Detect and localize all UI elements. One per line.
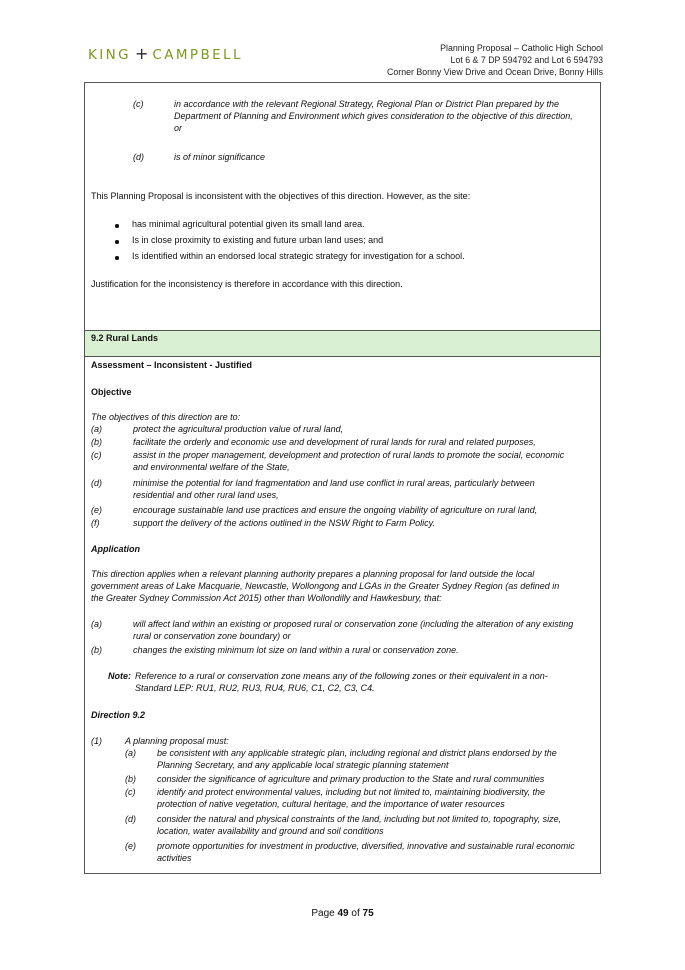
direction-item-label: (d)	[125, 814, 136, 824]
application-item-label: (a)	[91, 619, 102, 629]
note-text: Standard LEP: RU1, RU2, RU3, RU4, RU6, C1, C2, C3, C4.	[135, 683, 375, 693]
bullet-item: Is identified within an endorsed local strategic strategy for investigation for a school.	[132, 251, 465, 261]
objective-text: support the delivery of the actions outlined in the NSW Right to Farm Policy.	[133, 518, 435, 528]
application-text: the Greater Sydney Commission Act 2015) other than Wollondilly and Hawkesbury, that:	[91, 593, 442, 603]
application-item-text: changes the existing minimum lot size on land within a rural or conservation zone.	[133, 645, 459, 655]
logo-plus: +	[135, 44, 149, 63]
application-text: This direction applies when a relevant planning authority prepares a planning proposal for land outside the local	[91, 569, 535, 579]
direction-item-text: activities	[157, 853, 192, 863]
objective-text: facilitate the orderly and economic use and development of rural lands for rural and related purposes,	[133, 437, 536, 447]
objectives-intro: The objectives of this direction are to:	[91, 412, 241, 422]
assessment-line: Assessment – Inconsistent - Justified	[91, 360, 253, 370]
company-logo	[88, 44, 243, 63]
objective-text: encourage sustainable land use practices and ensure the ongoing viability of agriculture on rural land,	[133, 505, 538, 515]
direction-item-text: consider the significance of agriculture and primary production to the State and rural communities	[157, 774, 545, 784]
direction-item-text: protection of native vegetation, cultural heritage, and the importance of water resources	[157, 799, 505, 809]
objective-label: (d)	[91, 478, 102, 488]
content-table	[84, 82, 601, 874]
direction-item-label: (a)	[125, 748, 136, 758]
header-lots: Lot 6 & 7 DP 594792 and Lot 6 594793	[450, 55, 603, 65]
document-header	[387, 42, 603, 78]
direction-item-text: identify and protect environmental values, including but not limited to, maintaining biodiversity, the	[157, 787, 546, 797]
bullet-dot	[115, 256, 119, 260]
direction-clause-label: (1)	[91, 736, 102, 746]
item-c-line1: in accordance with the relevant Regional Strategy, Regional Plan or District Plan prepared by the	[174, 99, 560, 109]
logo-text-left: KING	[88, 47, 131, 63]
direction-clause-text: A planning proposal must:	[125, 736, 229, 746]
direction-item-text: Planning Secretary, and any applicable local strategic planning statement	[157, 760, 449, 770]
objective-text: protect the agricultural production value of rural land,	[133, 424, 344, 434]
objective-text: residential and other rural land uses,	[133, 490, 279, 500]
application-heading: Application	[91, 544, 140, 554]
section-heading: 9.2 Rural Lands	[91, 333, 159, 343]
direction-item-label: (c)	[125, 787, 136, 797]
application-item-label: (b)	[91, 645, 102, 655]
application-item-text: rural or conservation zone boundary) or	[133, 631, 291, 641]
rural-lands-cell	[85, 357, 600, 873]
previous-direction-cell	[85, 83, 600, 331]
page-of: of	[348, 908, 363, 919]
page-prefix: Page	[311, 908, 338, 919]
header-title: Planning Proposal – Catholic High School	[440, 43, 603, 53]
direction-item-text: location, water availability and ground and soil conditions	[157, 826, 384, 836]
item-c-line3: or	[174, 123, 183, 133]
note-text: Reference to a rural or conservation zone means any of the following zones or their equivalent in a non-	[135, 671, 548, 681]
page-total: 75	[362, 908, 374, 919]
bullet-dot	[115, 240, 119, 244]
direction-item-label: (b)	[125, 774, 136, 784]
note-label: Note:	[108, 671, 131, 681]
direction-item-text: consider the natural and physical constraints of the land, including but not limited to, topography, size,	[157, 814, 562, 824]
objective-heading: Objective	[91, 387, 132, 397]
item-c-label: (c)	[133, 99, 144, 109]
direction-item-text: be consistent with any applicable strategic plan, including regional and district plans endorsed by the	[157, 748, 557, 758]
logo-text-right: CAMPBELL	[152, 47, 243, 63]
page-footer	[0, 908, 685, 919]
header-address: Corner Bonny View Drive and Ocean Drive, Bonny Hills	[387, 67, 603, 77]
objective-label: (f)	[91, 518, 100, 528]
direction-item-text: promote opportunities for investment in productive, diversified, innovative and sustainable rural economic	[157, 841, 575, 851]
direction-heading: Direction 9.2	[91, 710, 146, 720]
item-d-text: is of minor significance	[174, 152, 266, 162]
objective-label: (c)	[91, 450, 102, 460]
section-heading-row	[85, 331, 600, 357]
bullet-item: has minimal agricultural potential given its small land area.	[132, 219, 365, 229]
justification-text: Justification for the inconsistency is therefore in accordance with this direction.	[91, 279, 403, 289]
objective-text: and environmental welfare of the State,	[133, 462, 290, 472]
page-number: 49	[337, 908, 349, 919]
application-text: government areas of Lake Macquarie, Newcastle, Wollongong and LGAs in the Greater Sydney Region (as defined in	[91, 581, 560, 591]
bullet-item: Is in close proximity to existing and future urban land uses; and	[132, 235, 384, 245]
objective-text: assist in the proper management, development and protection of rural lands to promote the social, economic	[133, 450, 565, 460]
bullet-dot	[115, 224, 119, 228]
item-d-label: (d)	[133, 152, 144, 162]
objective-label: (b)	[91, 437, 102, 447]
objective-text: minimise the potential for land fragmentation and land use conflict in rural areas, particularly between	[133, 478, 535, 488]
objective-label: (a)	[91, 424, 102, 434]
objective-label: (e)	[91, 505, 102, 515]
inconsistency-intro: This Planning Proposal is inconsistent with the objectives of this direction. However, as the site:	[91, 191, 471, 201]
application-item-text: will affect land within an existing or proposed rural or conservation zone (including the alteration of any existing	[133, 619, 574, 629]
direction-item-label: (e)	[125, 841, 136, 851]
item-c-line2: Department of Planning and Environment which gives consideration to the objective of this direction,	[174, 111, 573, 121]
